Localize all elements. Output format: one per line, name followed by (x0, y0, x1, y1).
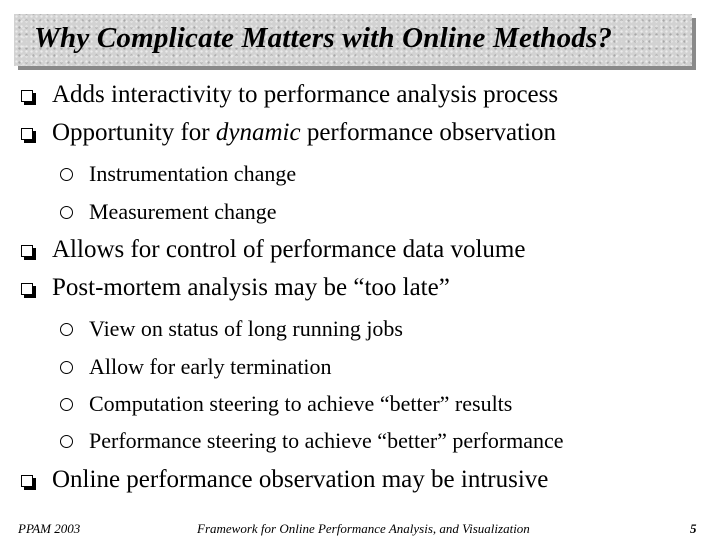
bullet-text: Adds interactivity to performance analysis process (52, 81, 559, 108)
footer-conference: PPAM 2003 (18, 521, 81, 536)
sub-bullet-item (89, 354, 332, 380)
bullet-text: Online performance observation may be intrusive (52, 466, 549, 493)
bullet-text: View on status of long running jobs (89, 316, 403, 341)
square-bullet-icon (21, 245, 33, 257)
square-bullet-icon (21, 283, 33, 295)
square-bullet-icon (21, 90, 33, 102)
footer-title: Framework for Online Performance Analysis, and Visualization (197, 521, 530, 536)
bullet-text: Computation steering to achieve “better” results (89, 391, 513, 416)
bullet-text: Measurement change (89, 199, 277, 224)
bullet-emphasis: dynamic (215, 119, 301, 146)
ring-bullet-icon (60, 168, 73, 181)
ring-bullet-icon (60, 398, 73, 411)
bullet-text: Performance steering to achieve “better” performance (89, 428, 564, 453)
slide-title: Why Complicate Matters with Online Methods? (34, 22, 613, 54)
slide-title-bar (14, 14, 692, 66)
page-number: 5 (690, 521, 697, 536)
bullet-item (52, 274, 450, 302)
bullet-item (52, 466, 548, 494)
bullet-item (52, 236, 525, 264)
bullet-text: Post-mortem analysis may be “too late” (52, 274, 450, 301)
sub-bullet-item (89, 391, 512, 417)
square-bullet-icon (21, 475, 33, 487)
sub-bullet-item (89, 428, 564, 454)
bullet-text: Allow for early termination (89, 354, 332, 379)
bullet-text-continued: performance observation (300, 119, 557, 146)
bullet-text: Opportunity for (52, 119, 216, 146)
sub-bullet-item (89, 199, 277, 225)
sub-bullet-item (89, 161, 296, 187)
ring-bullet-icon (60, 323, 73, 336)
ring-bullet-icon (60, 435, 73, 448)
ring-bullet-icon (60, 361, 73, 374)
square-bullet-icon (21, 128, 33, 140)
ring-bullet-icon (60, 206, 73, 219)
bullet-item (52, 119, 556, 147)
bullet-text: Instrumentation change (89, 161, 297, 186)
bullet-item (52, 81, 558, 109)
sub-bullet-item (89, 316, 403, 342)
bullet-text: Allows for control of performance data volume (52, 236, 526, 263)
